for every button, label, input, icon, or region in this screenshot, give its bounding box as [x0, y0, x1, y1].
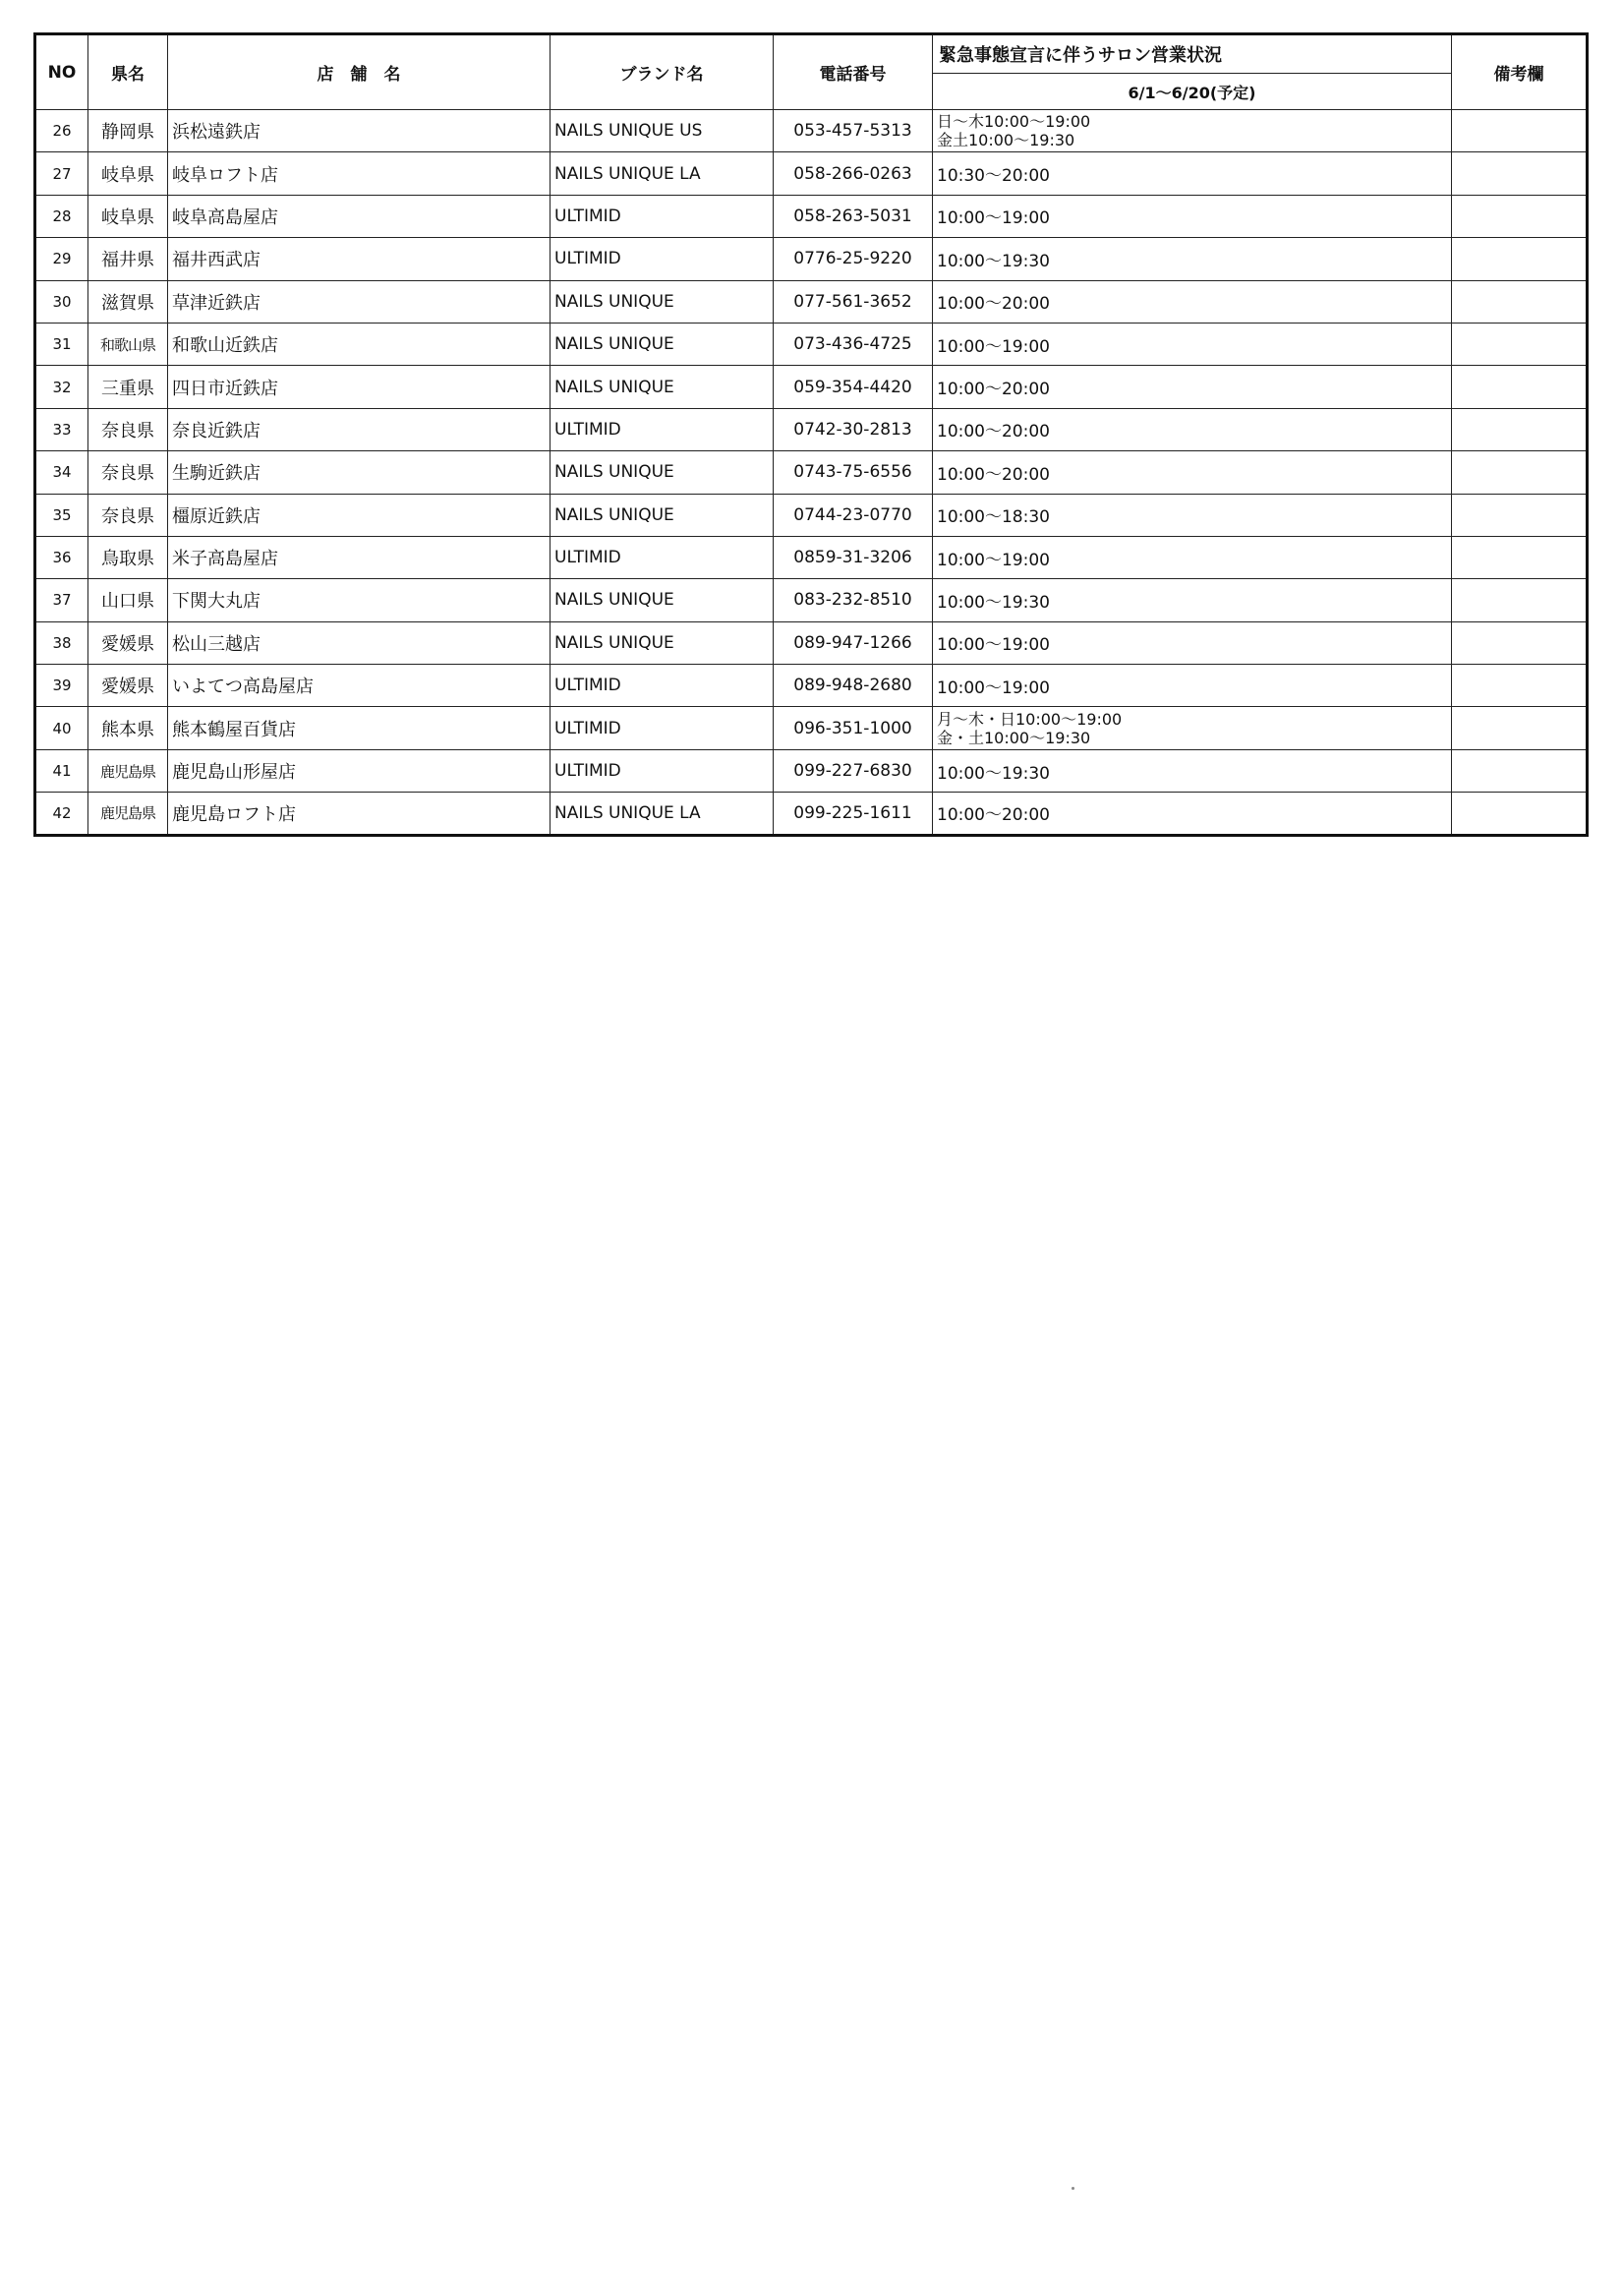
cell-brand: ULTIMID: [551, 707, 774, 749]
cell-no: 41: [35, 749, 88, 792]
cell-prefecture: 福井県: [88, 238, 168, 280]
cell-phone: 0742-30-2813: [774, 408, 933, 450]
hours-line: 10:00～19:00: [937, 208, 1050, 229]
cell-store: 米子高島屋店: [168, 536, 551, 578]
cell-prefecture: 愛媛県: [88, 621, 168, 664]
cell-store: 奈良近鉄店: [168, 408, 551, 450]
table-row: [35, 195, 1588, 237]
hours-line: 金土10:00～19:30: [937, 131, 1075, 150]
cell-store: 岐阜高島屋店: [168, 195, 551, 237]
cell-hours: [933, 793, 1452, 835]
cell-phone: 089-947-1266: [774, 621, 933, 664]
hours-line: 10:00～18:30: [937, 507, 1050, 528]
cell-brand: NAILS UNIQUE: [551, 579, 774, 621]
cell-store: 松山三越店: [168, 621, 551, 664]
cell-hours: [933, 494, 1452, 536]
table-row: [35, 366, 1588, 408]
cell-prefecture: 愛媛県: [88, 665, 168, 707]
cell-store: 岐阜ロフト店: [168, 152, 551, 195]
cell-brand: ULTIMID: [551, 238, 774, 280]
cell-prefecture: 熊本県: [88, 707, 168, 749]
cell-brand: ULTIMID: [551, 408, 774, 450]
cell-no: 29: [35, 238, 88, 280]
cell-notes: [1452, 280, 1588, 323]
cell-brand: NAILS UNIQUE: [551, 621, 774, 664]
cell-notes: [1452, 152, 1588, 195]
cell-prefecture: 奈良県: [88, 494, 168, 536]
cell-no: 34: [35, 451, 88, 494]
header-notes: 備考欄: [1452, 34, 1588, 110]
cell-notes: [1452, 408, 1588, 450]
table-row: [35, 536, 1588, 578]
cell-no: 28: [35, 195, 88, 237]
cell-prefecture: 岐阜県: [88, 195, 168, 237]
cell-no: 33: [35, 408, 88, 450]
cell-notes: [1452, 536, 1588, 578]
cell-phone: 0743-75-6556: [774, 451, 933, 494]
cell-phone: 077-561-3652: [774, 280, 933, 323]
table-row: [35, 665, 1588, 707]
cell-phone: 058-263-5031: [774, 195, 933, 237]
cell-store: いよてつ高島屋店: [168, 665, 551, 707]
cell-hours: [933, 152, 1452, 195]
table-row: [35, 408, 1588, 450]
hours-line: 10:00～19:00: [937, 336, 1050, 357]
header-status-title: 緊急事態宣言に伴うサロン営業状況: [933, 34, 1452, 74]
header-phone: 電話番号: [774, 34, 933, 110]
hours-line: 月～木・日10:00～19:00: [937, 709, 1123, 729]
hours-line: 日～木10:00～19:00: [937, 112, 1091, 132]
hours-line: 10:00～20:00: [937, 464, 1050, 485]
cell-prefecture: 奈良県: [88, 408, 168, 450]
cell-hours: [933, 665, 1452, 707]
table-row: [35, 749, 1588, 792]
header-status-period: 6/1～6/20(予定): [933, 74, 1452, 110]
cell-notes: [1452, 749, 1588, 792]
cell-brand: NAILS UNIQUE: [551, 494, 774, 536]
cell-prefecture: 鹿児島県: [88, 749, 168, 792]
cell-notes: [1452, 621, 1588, 664]
hours-line: 10:00～19:00: [937, 550, 1050, 570]
header-no: NO: [35, 34, 88, 110]
cell-brand: ULTIMID: [551, 536, 774, 578]
cell-hours: [933, 621, 1452, 664]
hours-line: 10:00～19:00: [937, 677, 1050, 698]
hours-line: 10:00～20:00: [937, 805, 1050, 826]
cell-notes: [1452, 110, 1588, 152]
cell-hours: [933, 579, 1452, 621]
cell-store: 四日市近鉄店: [168, 366, 551, 408]
cell-no: 27: [35, 152, 88, 195]
table-row: [35, 280, 1588, 323]
cell-store: 福井西武店: [168, 238, 551, 280]
header-brand: ブランド名: [551, 34, 774, 110]
cell-notes: [1452, 494, 1588, 536]
cell-brand: NAILS UNIQUE LA: [551, 152, 774, 195]
table-row: [35, 110, 1588, 152]
cell-hours: [933, 195, 1452, 237]
cell-notes: [1452, 793, 1588, 835]
cell-prefecture: 滋賀県: [88, 280, 168, 323]
cell-notes: [1452, 195, 1588, 237]
cell-no: 36: [35, 536, 88, 578]
table-row: [35, 152, 1588, 195]
cell-no: 30: [35, 280, 88, 323]
cell-phone: 073-436-4725: [774, 323, 933, 365]
hours-line: 金・土10:00～19:30: [937, 728, 1091, 747]
cell-no: 31: [35, 323, 88, 365]
cell-prefecture: 鹿児島県: [88, 793, 168, 835]
table-row: [35, 494, 1588, 536]
cell-prefecture: 岐阜県: [88, 152, 168, 195]
cell-no: 26: [35, 110, 88, 152]
cell-prefecture: 奈良県: [88, 451, 168, 494]
table-body: [35, 110, 1588, 836]
cell-prefecture: 和歌山県: [88, 323, 168, 365]
cell-notes: [1452, 323, 1588, 365]
header-prefecture: 県名: [88, 34, 168, 110]
cell-brand: NAILS UNIQUE US: [551, 110, 774, 152]
hours-line: 10:00～19:30: [937, 251, 1050, 271]
cell-phone: 083-232-8510: [774, 579, 933, 621]
cell-brand: ULTIMID: [551, 749, 774, 792]
cell-hours: [933, 110, 1452, 152]
cell-hours: [933, 451, 1452, 494]
hours-line: 10:00～20:00: [937, 380, 1050, 400]
cell-no: 32: [35, 366, 88, 408]
cell-notes: [1452, 366, 1588, 408]
cell-brand: ULTIMID: [551, 665, 774, 707]
salon-table: [33, 32, 1589, 837]
cell-no: 35: [35, 494, 88, 536]
cell-store: 鹿児島山形屋店: [168, 749, 551, 792]
cell-brand: NAILS UNIQUE: [551, 280, 774, 323]
hours-line: 10:30～20:00: [937, 166, 1050, 187]
cell-phone: 099-225-1611: [774, 793, 933, 835]
cell-prefecture: 静岡県: [88, 110, 168, 152]
cell-no: 38: [35, 621, 88, 664]
cell-store: 熊本鶴屋百貨店: [168, 707, 551, 749]
cell-phone: 059-354-4420: [774, 366, 933, 408]
table-row: [35, 323, 1588, 365]
cell-no: 39: [35, 665, 88, 707]
cell-phone: 0859-31-3206: [774, 536, 933, 578]
table-row: [35, 793, 1588, 835]
cell-prefecture: 鳥取県: [88, 536, 168, 578]
header-row: [35, 34, 1588, 74]
hours-line: 10:00～19:00: [937, 635, 1050, 656]
cell-store: 草津近鉄店: [168, 280, 551, 323]
cell-brand: ULTIMID: [551, 195, 774, 237]
table-row: [35, 238, 1588, 280]
cell-store: 浜松遠鉄店: [168, 110, 551, 152]
cell-prefecture: 三重県: [88, 366, 168, 408]
cell-store: 鹿児島ロフト店: [168, 793, 551, 835]
cell-store: 橿原近鉄店: [168, 494, 551, 536]
cell-notes: [1452, 579, 1588, 621]
cell-notes: [1452, 451, 1588, 494]
cell-phone: 099-227-6830: [774, 749, 933, 792]
table-row: [35, 579, 1588, 621]
cell-brand: NAILS UNIQUE: [551, 451, 774, 494]
cell-hours: [933, 323, 1452, 365]
cell-brand: NAILS UNIQUE LA: [551, 793, 774, 835]
cell-no: 37: [35, 579, 88, 621]
cell-phone: 089-948-2680: [774, 665, 933, 707]
table-row: [35, 707, 1588, 749]
cell-hours: [933, 280, 1452, 323]
cell-no: 42: [35, 793, 88, 835]
table-row: [35, 451, 1588, 494]
cell-brand: NAILS UNIQUE: [551, 323, 774, 365]
cell-hours: [933, 408, 1452, 450]
cell-hours: [933, 707, 1452, 749]
cell-store: 生駒近鉄店: [168, 451, 551, 494]
cell-prefecture: 山口県: [88, 579, 168, 621]
hours-line: 10:00～20:00: [937, 422, 1050, 442]
hours-line: 10:00～19:30: [937, 763, 1050, 784]
cell-notes: [1452, 707, 1588, 749]
cell-phone: 058-266-0263: [774, 152, 933, 195]
cell-phone: 0744-23-0770: [774, 494, 933, 536]
hours-line: 10:00～20:00: [937, 294, 1050, 315]
cell-hours: [933, 366, 1452, 408]
header-store: 店 舗 名: [168, 34, 551, 110]
cell-notes: [1452, 238, 1588, 280]
scan-speck: [1072, 2187, 1074, 2190]
hours-line: 10:00～19:30: [937, 592, 1050, 613]
cell-brand: NAILS UNIQUE: [551, 366, 774, 408]
cell-store: 和歌山近鉄店: [168, 323, 551, 365]
cell-store: 下関大丸店: [168, 579, 551, 621]
cell-no: 40: [35, 707, 88, 749]
cell-phone: 0776-25-9220: [774, 238, 933, 280]
cell-notes: [1452, 665, 1588, 707]
table-row: [35, 621, 1588, 664]
cell-phone: 096-351-1000: [774, 707, 933, 749]
cell-hours: [933, 749, 1452, 792]
salon-status-sheet: [33, 32, 1586, 837]
cell-hours: [933, 536, 1452, 578]
cell-phone: 053-457-5313: [774, 110, 933, 152]
cell-hours: [933, 238, 1452, 280]
